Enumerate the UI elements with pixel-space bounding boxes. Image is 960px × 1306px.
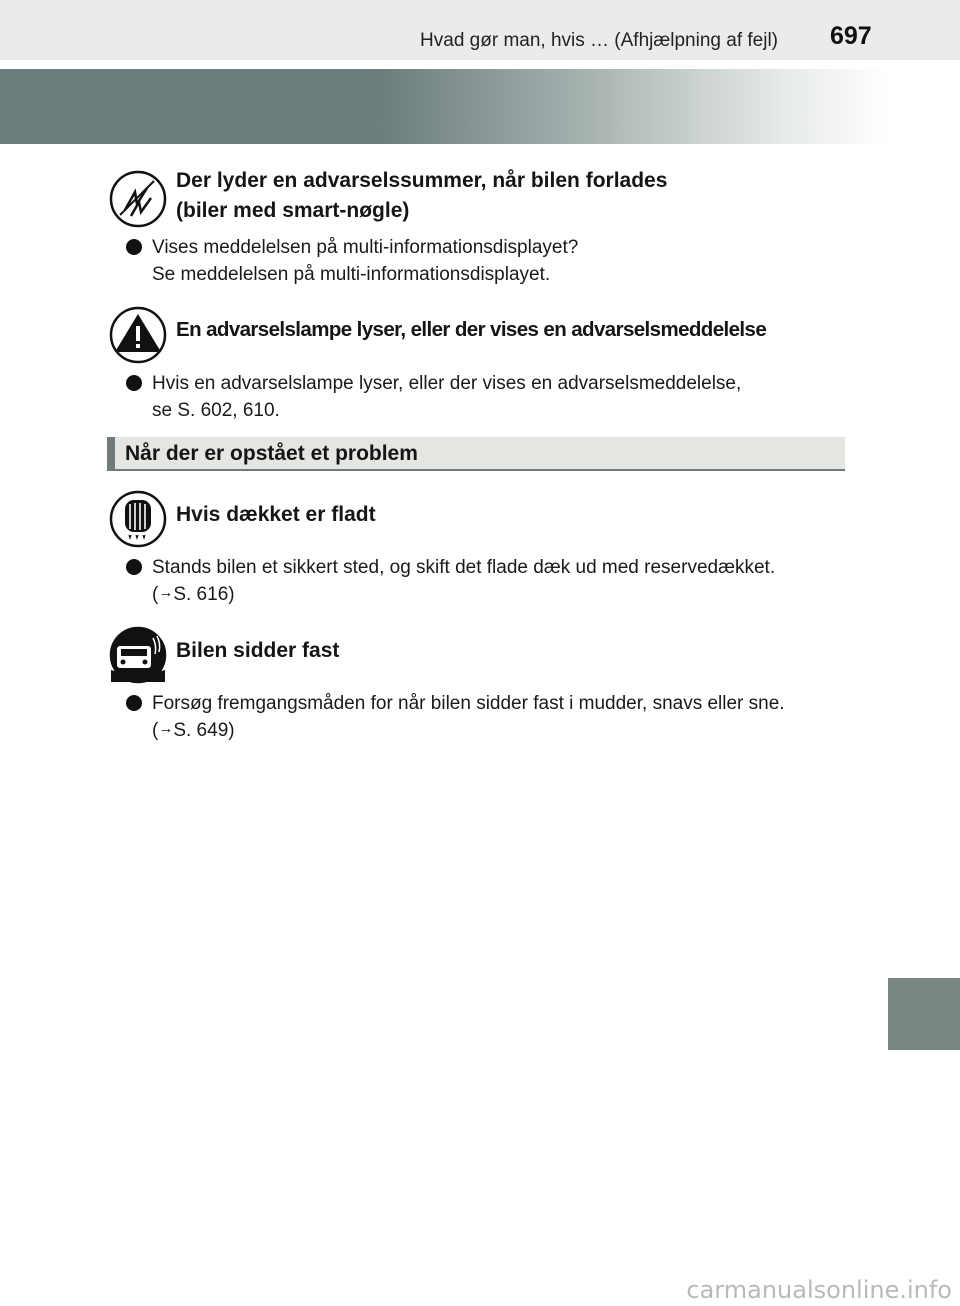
warning-lamp-heading: En advarselslampe lyser, eller der vises en advarselsmeddelelse [176,318,767,341]
page-number: 697 [830,22,872,50]
arrow-right-icon: → [158,584,174,601]
stuck-bullet [126,690,846,745]
section-heading-bar [107,437,845,471]
warning-lamp-bullet [126,370,846,424]
bullet-dot [126,559,142,575]
buzzer-bullet [126,234,846,288]
page-reference-link[interactable]: S. 649) [173,720,235,741]
flat-tire-icon [109,490,167,548]
chapter-side-tab [888,978,960,1050]
flat-tire-bullet [126,554,846,609]
arrow-right-icon: → [158,720,174,737]
open-paren: ( [152,720,159,741]
bullet-dot [126,375,142,391]
bullet-dot [126,695,142,711]
exclamation-warning-icon [109,306,167,364]
watermark: carmanualsonline.info [686,1276,952,1304]
buzzer-heading [176,166,667,226]
flat-tire-reference [152,581,846,609]
chapter-banner [0,69,890,144]
flat-tire-bullet-line1: Stands bilen et sikkert sted, og skift det flade dæk ud med reservedækket. [152,557,776,578]
buzzer-bullet-line1: Vises meddelelsen på multi-informationsdisplayet? [152,237,579,258]
warning-lamp-bullet-line1: Hvis en advarselslampe lyser, eller der vises en advarselsmeddelelse, [152,373,742,394]
stuck-heading: Bilen sidder fast [176,639,340,662]
section-heading: Når der er opstået et problem [125,442,418,465]
open-paren: ( [152,584,159,605]
stuck-bullet-line1: Forsøg fremgangsmåden for når bilen sidder fast i mudder, snavs eller sne. [152,693,785,714]
buzzer-warning-icon [109,170,167,228]
buzzer-heading-line1: Der lyder en advarselssummer, når bilen forlades [176,169,668,192]
buzzer-heading-line2: (biler med smart-nøgle) [176,199,410,222]
bullet-dot [126,239,142,255]
chapter-title: Hvad gør man, hvis … (Afhjælpning af fejl) [420,30,778,51]
flat-tire-heading: Hvis dækket er fladt [176,503,376,526]
stuck-car-icon [109,626,167,684]
page-reference-link[interactable]: S. 616) [173,584,235,605]
warning-lamp-bullet-line2: se S. 602, 610. [152,400,280,421]
stuck-reference [152,717,846,745]
buzzer-bullet-line2: Se meddelelsen på multi-informationsdisplayet. [152,264,551,285]
